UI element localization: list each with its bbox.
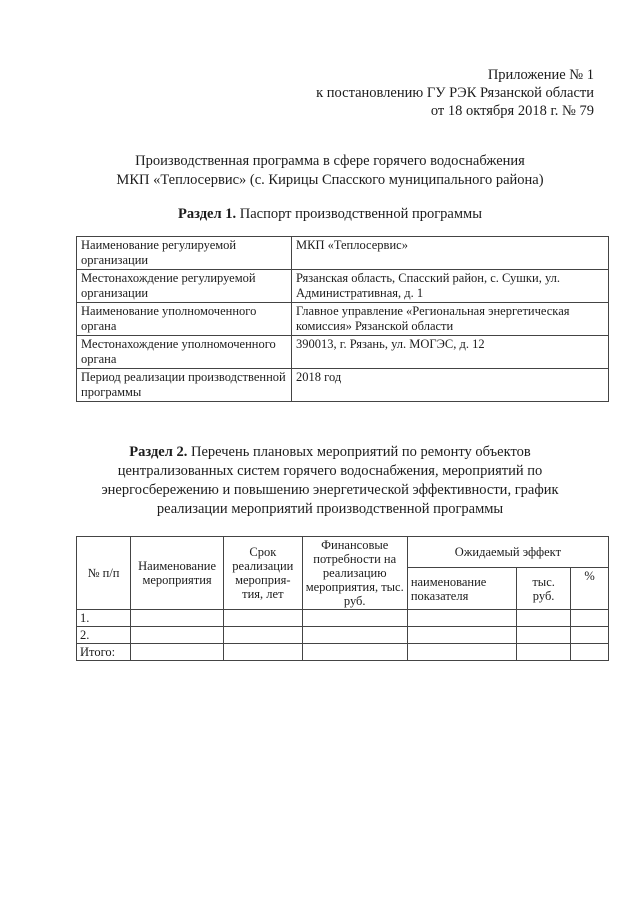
table-row (77, 644, 609, 661)
table-cell (224, 610, 303, 627)
passport-key: Местонахождение уполномоченного органа (77, 336, 292, 369)
row-num: 2. (77, 627, 131, 644)
section-1-heading (60, 206, 600, 223)
passport-row (77, 270, 609, 303)
section-1-title: Паспорт производственной программы (239, 206, 482, 222)
table-cell (224, 627, 303, 644)
table-cell (131, 610, 224, 627)
header-finance: Финансовые потребности на реализацию мероприятия, тыс. руб. (302, 537, 407, 610)
passport-value: Главное управление «Региональная энергетическая комиссия» Рязанской области (292, 303, 609, 336)
appendix-line-3: от 18 октября 2018 г. № 79 (430, 103, 594, 119)
table-cell (131, 644, 224, 661)
plan-header-row (77, 537, 609, 568)
header-indicator: наименование показателя (407, 568, 516, 610)
table-cell (517, 610, 571, 627)
section-1-label: Раздел 1. (178, 206, 237, 222)
header-thousand: тыс. руб. (517, 568, 571, 610)
passport-row (77, 369, 609, 402)
table-cell (302, 610, 407, 627)
table-cell (302, 644, 407, 661)
header-percent: % (571, 568, 609, 610)
section-2-label: Раздел 2. (129, 444, 188, 460)
passport-row (77, 237, 609, 270)
passport-key: Наименование регулируемой организации (77, 237, 292, 270)
table-cell (571, 627, 609, 644)
header-num: № п/п (77, 537, 131, 610)
table-row (77, 627, 609, 644)
table-cell (571, 610, 609, 627)
passport-key: Наименование уполномоченного органа (77, 303, 292, 336)
appendix-line-1: Приложение № 1 (487, 67, 594, 83)
document-title (60, 152, 600, 190)
table-cell (571, 644, 609, 661)
header-effect: Ожидаемый эффект (407, 537, 608, 568)
passport-table (76, 236, 609, 402)
table-cell (517, 627, 571, 644)
passport-value: 2018 год (292, 369, 609, 402)
table-cell (302, 627, 407, 644)
row-num: 1. (77, 610, 131, 627)
table-row (77, 610, 609, 627)
table-cell (407, 644, 516, 661)
header-name: Наименование мероприятия (131, 537, 224, 610)
table-cell (517, 644, 571, 661)
passport-row (77, 303, 609, 336)
header-term: Срок реализации мероприя-тия, лет (224, 537, 303, 610)
appendix-line-2: к постановлению ГУ РЭК Рязанской области (316, 85, 594, 101)
section-2-heading (70, 443, 590, 519)
passport-value: 390013, г. Рязань, ул. МОГЭС, д. 12 (292, 336, 609, 369)
section-2-title: Перечень плановых мероприятий по ремонту объектов централизованных систем горячего водоснабжения, мероприятий по энергосбережению и повышению энергетической эффективности, график реализации мероприятий производственной программы (101, 444, 559, 517)
table-cell (407, 627, 516, 644)
passport-key: Период реализации производственной программы (77, 369, 292, 402)
row-total: Итого: (77, 644, 131, 661)
passport-value: МКП «Теплосервис» (292, 237, 609, 270)
passport-key: Местонахождение регулируемой организации (77, 270, 292, 303)
title-line-1: Производственная программа в сфере горячего водоснабжения (135, 153, 525, 169)
table-cell (224, 644, 303, 661)
table-cell (407, 610, 516, 627)
plan-table (76, 536, 609, 661)
passport-value: Рязанская область, Спасский район, с. Сушки, ул. Административная, д. 1 (292, 270, 609, 303)
title-line-2: МКП «Теплосервис» (с. Кирицы Спасского муниципального района) (116, 172, 544, 188)
passport-row (77, 336, 609, 369)
table-cell (131, 627, 224, 644)
appendix-header (316, 66, 594, 120)
